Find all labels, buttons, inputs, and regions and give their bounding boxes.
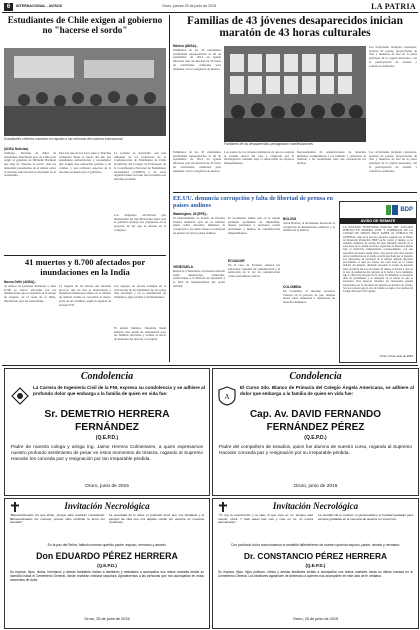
bdp-logo-icon [386, 205, 398, 215]
eeuu-sub-colombia: COLOMBIA [283, 285, 301, 289]
india-headline: 41 muertos y 8.700 afectados por inundaciones en la India [24, 257, 146, 277]
section-label: INTERNACIONAL - AVISOS [16, 4, 63, 8]
ads-top-rule [2, 365, 418, 366]
colegio-logo-icon [218, 386, 236, 406]
condolencia-colegio [212, 368, 419, 496]
ayotzinapa-location: México (ANSA).- [173, 44, 198, 48]
cross-icon [11, 502, 19, 512]
fni-logo-icon [11, 387, 29, 405]
invitacion-eduardo [4, 498, 210, 629]
condolencia-colegio-intro: El Curso 2do. Blanco de Primaria del Colegio Ángela Americana, se adhiere al dolor que embarga a la familia de quien en vida fue: [240, 385, 414, 396]
chile-byline: (ANSA Noticias) [4, 147, 29, 151]
chile-text-col2: Este fue uno de los trece paros y marchas realizados desde el inicio del año por estudiantes universitarios y secundarios que exigen una educación gratuita y de calidad, y que rechazan aspectos de la reforma propuesta por el gobierno. [59, 152, 111, 174]
protest-photo-illustration [4, 48, 166, 136]
ayotzinapa-headline: Familias de 43 jóvenes desaparecidos inician maratón de 43 horas culturales [187, 15, 403, 40]
eeuu-headline: EE.UU. denuncia corrupción y falta de libertad de prensa en países andinos [173, 195, 333, 209]
condolencia-fni-title: Condolencia [80, 371, 134, 382]
brand-logo: LA PATRIA [371, 2, 416, 11]
invitacion-constancio-footer: Oruro, 25 de junio de 2015 [292, 617, 339, 621]
ayotzinapa-text-col2c: Representantes de organizaciones de derechos humanos acompañaron a las familias y reiteraron su llamado a las autoridades para que esclarezcan los hechos. [297, 151, 366, 166]
invitacion-eduardo-footer: Oruro, 25 de junio de 2015 [84, 617, 130, 621]
eeuu-sub-bolivia: BOLIVIA [283, 217, 297, 221]
ayotzinapa-photo [224, 46, 366, 142]
condolencia-fni-intro: La Carrera de Ingeniería Civil de la FNI, expresa su condolencia y se adhiere al profundo dolor que embarga a la familia de quien en vida fue: [33, 385, 205, 396]
column-divider [169, 15, 170, 362]
chile-body [4, 152, 166, 250]
eeuu-location: Washington, 25 (EFE).- [173, 212, 208, 216]
invitacion-eduardo-verses2: La serenidad de tu alma, el profundo amor que nos brindaste y el ejemplo de vida que nos dejaste vivirán por siempre en nuestros corazones. [109, 513, 204, 525]
condolencia-colegio-rip: (Q.E.P.D.) [304, 435, 327, 441]
eeuu-sub-ecuador: ECUADOR [228, 259, 245, 263]
bdp-logo [386, 205, 413, 215]
india-text-col1: Al menos 41 personas murieron y unas 8.700 se vieron afectadas por las inundaciones que se registran en el estado de Gujarat, en el oeste de la India, informaron ayer las autoridades. [4, 285, 56, 303]
page-header [2, 2, 418, 12]
bdp-title: AVISO DE REMATE [340, 218, 416, 224]
invitacion-constancio-rip: (Q.E.P.D.) [305, 563, 326, 568]
svg-text:A: A [224, 393, 230, 401]
condolencia-colegio-name-2: FERNÁNDEZ PÉREZ [266, 422, 365, 433]
condolencia-colegio-body: Padre del compañero de estudios, quien fue alumno de nuestro curso, rogando al Supremo Hacedor conceda paz y resignación por su irreparable pérdida. [219, 444, 412, 455]
condolencia-fni-name-2: FERNÁNDEZ [74, 422, 140, 433]
dateline: Oruro, jueves 25 de junio de 2015 [162, 4, 217, 8]
ayotzinapa-text-col2b: Los padres de los jóvenes insistieron en que no aceptan la versión oficial del caso y exigieron que la investigación continúe bajo la supervisión de expertos independientes. [224, 151, 294, 166]
condolencia-colegio-title: Condolencia [289, 371, 342, 382]
article-eeuu [173, 195, 417, 363]
invitacion-eduardo-body: Su esposa, hijos, nietos, hermanos y demás familiares invitan a familiares y amistades a acompañar sus restos mortales desde su domicilio hasta el Cementerio General, donde recibirán cristiana sepultura. Agradecemos a las personas que nos acompañan en estos momentos de dolor. [10, 570, 204, 582]
invitacion-eduardo-intro: En la paz del Señor, falleció nuestro querido padre, esposo, hermano y abuelo: [47, 543, 167, 547]
eeuu-text-col2b: En el caso de Ecuador, destaca las sanciones a medios de comunicación y la aplicación de la ley de comunicación contra periodistas críticos. [228, 264, 280, 279]
bdp-notice [339, 201, 417, 363]
chile-headline: Estudiantes de Chile exigen al gobierno no "hacerse el sordo" [7, 15, 163, 36]
eeuu-text-col1a: El Departamento de Estado de Estados Unidos denunció ayer en su informe anual sobre derechos humanos la corrupción y las restricciones a la libertad de prensa en varios países andinos. [173, 217, 225, 235]
families-photo-illustration [224, 46, 366, 142]
india-top-rule [4, 255, 166, 256]
ayotzinapa-caption: Familiares de los desaparecidos protagonizan manifestaciones [224, 142, 313, 146]
india-text-col3b: El primer ministro Narendra Modi anunció una ayuda de emergencia para las familias afectadas y ordenó el envío de unidades del ejército a la región. [114, 327, 166, 342]
invitacion-constancio-title: Invitación Necrológica [272, 501, 359, 511]
chile-caption: Estudiantes chilenos marchan en repudio a las reformas del sistema educacional [4, 137, 123, 141]
bdp-logo-text: BDP [400, 207, 413, 213]
article-india [4, 258, 166, 362]
cross-icon [219, 502, 227, 512]
invitacion-constancio-intro: Con profundo dolor comunicamos el sensible fallecimiento de nuestro querido esposo, padre, abuelo y hermano: [230, 543, 401, 547]
eeuu-text-col1b: Respecto a Venezuela, el informe advierte sobre detenciones arbitrarias, restricciones a la libertad de expresión y la falta de independencia del poder judicial. [173, 270, 225, 288]
eeuu-text-col3b: En Colombia, el informe reconoce avances en el proceso de paz, aunque alerta sobre amenazas a defensores de derechos humanos. [283, 290, 335, 305]
condolencia-fni-footer: Oruro, junio de 2015 [85, 484, 129, 489]
invitacion-constancio [212, 498, 419, 629]
invitacion-constancio-verses2: La sencillez de tu corazón, tu generosidad y tu bondad quedarán para siempre grabadas en la memoria de quienes te conocimos. [318, 513, 413, 521]
india-text-col2: La llegada de las lluvias del monzón provocó que los ríos se desbordaran e inundaran numerosas aldeas en el distrito de Amreli, donde se concentra la mayor parte de las víctimas, según la agencia de noticias PTI. [59, 285, 111, 307]
page-number: 6 [4, 3, 13, 11]
bdp-footer: Oruro, 24 de junio de 2015 [379, 354, 413, 358]
ayotzinapa-text-col1b: Familiares de los 43 estudiantes normalistas desaparecidos el 26 de septiembre de 2014 en Iguala iniciaron ayer un maratón de 43 horas de actividades culturales para mantener viva la exigencia de justicia. [173, 151, 221, 173]
invitacion-constancio-verses: "Yo soy la resurrección y la vida; el que cree en mí, aunque esté muerto, vivirá. Y todo aquel que vive y cree en mí, no morirá eternamente." [218, 513, 313, 525]
ayotzinapa-text-col1: Familiares de los 43 estudiantes normalistas desaparecidos el 26 de septiembre de 2014 en Iguala iniciaron ayer un maratón de 43 horas de actividades culturales para mantener viva la exigencia de justicia. [173, 49, 221, 71]
condolencia-fni [4, 368, 210, 496]
eeuu-top-rule [173, 192, 417, 193]
india-byline: Nueva Delhi (ANSA).- [4, 280, 37, 284]
invitacion-constancio-body: Su esposa, hijos, hijos políticos, nietos y demás familiares invitan a acompañar sus restos mortales hasta su última morada en el Cementerio General. Los familiares agradecen de antemano a quienes nos acompañen en este acto de fe cristiana. [218, 570, 413, 578]
ayotzinapa-text-col3b: Las actividades incluyen conciertos, lecturas de poesía, proyecciones de cine y muestras de arte en la plaza principal de la capital mexicana, con la participación de artistas y colectivos solidarios. [369, 151, 417, 173]
eeuu-sub-venezuela: VENEZUELA [173, 265, 193, 269]
condolencia-fni-name-1: Sr. DEMETRIO HERRERA [44, 409, 170, 420]
eeuu-text-col2a: El documento señala que en la región persisten problemas de impunidad, abusos policiales y presiones contra periodistas y medios de comunicación independientes. [228, 217, 280, 235]
invitacion-eduardo-title: Invitación Necrológica [64, 501, 150, 511]
chile-text-col3b: Los dirigentes advirtieron que mantendrán las movilizaciones hasta que el gobierno incluya sus propuestas en el proyecto de ley que se discute en el Congreso. [114, 214, 166, 232]
chile-photo [4, 48, 166, 136]
invitacion-eduardo-rip: (Q.E.P.D.) [97, 563, 117, 568]
article-chile [4, 15, 166, 255]
invitacion-eduardo-verses: "Bienaventurados los que lloran, porque ellos recibirán consolación. Bienaventurados los mansos, porque ellos recibirán la tierra por heredad." [10, 513, 105, 525]
india-text-col3: Los equipos de rescate trabajan en la evacuación de los habitantes de las zonas más afectadas y en la distribución de alimentos, agua potable y medicamentos. [114, 285, 166, 300]
eeuu-text-col3a: Sobre Bolivia, el documento menciona la corrupción en instituciones públicas y la lentitud de la justicia. [283, 222, 335, 233]
condolencia-colegio-name-1: Cap. Av. DAVID FERNANDO [249, 409, 382, 420]
chile-text-col3: La jornada se desarrolló con una adhesión de los profesores de la Confederación de Estudiantes de Chile (Confech), del Colegio de Profesores, de la Coordinadora Nacional de Estudiantes Secundarios (CONES) y de otras organizaciones sociales que reclaman una reforma profunda. [114, 152, 166, 181]
header-rule [2, 12, 418, 13]
invitacion-eduardo-name: Don EDUARDO PÉREZ HERRERA [36, 551, 178, 561]
condolencia-fni-body: Padre de nuestra colega y amiga Ing. Jaime Herrera Colmenares, a quien expresamos nuestro profundo sentimiento de pesar en estos momentos de tristeza, rogando al Supremo Hacedor les conceda paz y resignación por tan irreparable pérdida. [11, 444, 203, 461]
bdp-text: LA SUSCRITA SECRETARIA JUDICIAL DEL JUZGADO PÚBLICO EN MATERIA CIVIL Y COMERCIAL DE LA CIUDAD DE ORURO HACE SABER AL PÚBLICO EN GENERAL: Que en el proceso ejecutivo seguido por el Banco de Desarrollo Productivo BDP S.A.M. contra el deudor, se ha señalado audiencia de remate del bien inmueble ubicado en la zona norte de la ciudad de Oruro, registrado en Derechos Reales bajo la matrícula computarizada correspondiente, con una superficie de terreno según título, cuyo precio base de la subasta será el establecido en el avalúo pericial aprobado por el juzgado. Los interesados en participar de la subasta deberán depositar previamente el diez por ciento del valor base en la cuenta judicial del juzgado, debiendo presentar la boleta de depósito antes del inicio del acto de remate. El remate se llevará a cabo en la sala de audiencias del juzgado en la fecha y hora señaladas, bajo la dirección del juez de la causa. El inmueble se encuentra libre de gravámenes y se entregará en el estado en que se encuentra. Para mayores informes los interesados pueden apersonarse por la secretaría del juzgado en horarios de oficina. Se hace conocer que el acto de remate se sujeta a las normas del Código Procesal Civil vigente. [343, 226, 413, 294]
condolencia-colegio-footer: Oruro, junio de 2015 [293, 484, 338, 489]
ayotzinapa-text-col3: Las actividades incluyen conciertos, lecturas de poesía, proyecciones de cine y muestras de arte en la plaza principal de la capital mexicana, con la participación de artistas y colectivos solidarios. [369, 46, 417, 68]
invitacion-constancio-name: Dr. CONSTANCIO PÉREZ HERRERA [243, 551, 388, 561]
chile-text-col1: Santiago.- Decenas de miles de estudiantes marcharon ayer en Chile para exigir al gobierno de Michelle Bachelet que deje de "hacerse el sordo" ante las demandas presentadas en el debate sobre la reforma educacional en discusión en el parlamento. [4, 152, 56, 178]
condolencia-fni-rip: (Q.E.P.D.) [95, 435, 119, 441]
